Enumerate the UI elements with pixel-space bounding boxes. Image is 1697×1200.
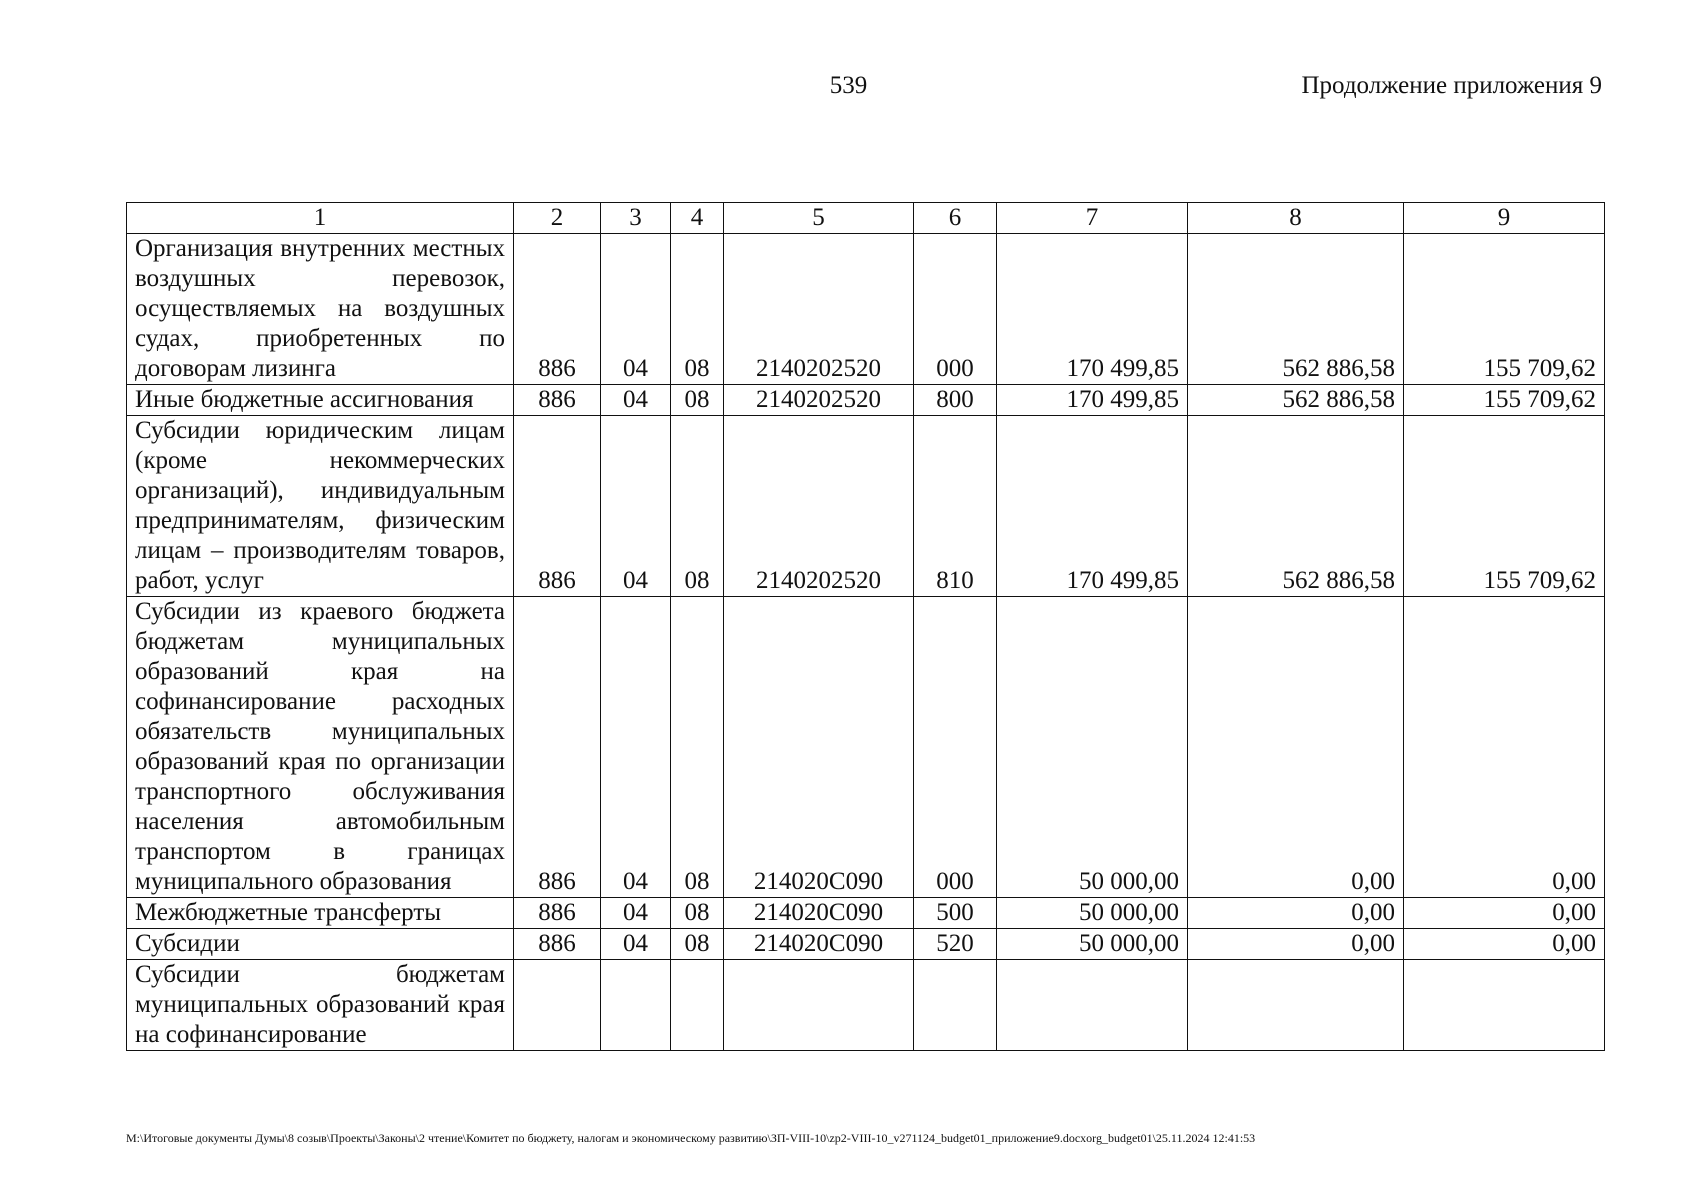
column-header: 4 [671,203,724,234]
amount-col7-cell: 170 499,85 [997,385,1188,416]
amount-col8-cell [1188,960,1404,1051]
target-item-code-cell [724,960,914,1051]
amount-col8-cell: 0,00 [1188,929,1404,960]
section-code-cell: 04 [601,898,671,929]
amount-col8-cell: 0,00 [1188,597,1404,898]
column-number-row [127,203,1605,234]
column-header: 5 [724,203,914,234]
column-header: 3 [601,203,671,234]
amount-col8-cell: 562 886,58 [1188,416,1404,597]
amount-col7-cell: 170 499,85 [997,234,1188,385]
expense-name-cell: Субсидии [127,929,514,960]
subsection-code-cell: 08 [671,385,724,416]
amount-col7-cell: 50 000,00 [997,929,1188,960]
subsection-code-cell: 08 [671,898,724,929]
expense-name-cell: Субсидии из краевого бюджета бюджетам муниципальных образований края на софинансирование расходных обязательств муниципальных образований края по организации транспортного обслуживания населения автомобильным транспортом в границах муниципального образования [127,597,514,898]
expense-type-code-cell: 800 [914,385,997,416]
amount-col7-cell: 170 499,85 [997,416,1188,597]
column-header: 2 [514,203,601,234]
expense-name-cell: Субсидии бюджетам муниципальных образований края на софинансирование [127,960,514,1051]
table-row-truncated [127,960,1605,1051]
expense-name-cell: Субсидии юридическим лицам (кроме некоммерческих организаций), индивидуальным предпринимателям, физическим лицам – производителям товаров, работ, услуг [127,416,514,597]
ministry-code-cell: 886 [514,898,601,929]
column-header: 7 [997,203,1188,234]
table-row [127,416,1605,597]
table-row [127,385,1605,416]
target-item-code-cell: 214020С090 [724,898,914,929]
target-item-code-cell: 2140202520 [724,385,914,416]
section-code-cell [601,960,671,1051]
expense-name-cell: Иные бюджетные ассигнования [127,385,514,416]
table-row [127,597,1605,898]
section-code-cell: 04 [601,416,671,597]
ministry-code-cell: 886 [514,234,601,385]
subsection-code-cell: 08 [671,597,724,898]
budget-table [126,202,1605,1051]
subsection-code-cell: 08 [671,929,724,960]
expense-type-code-cell: 500 [914,898,997,929]
amount-col7-cell: 50 000,00 [997,597,1188,898]
section-code-cell: 04 [601,597,671,898]
expense-type-code-cell: 000 [914,234,997,385]
column-header: 6 [914,203,997,234]
target-item-code-cell: 2140202520 [724,416,914,597]
target-item-code-cell: 2140202520 [724,234,914,385]
subsection-code-cell: 08 [671,416,724,597]
expense-type-code-cell: 520 [914,929,997,960]
ministry-code-cell: 886 [514,416,601,597]
ministry-code-cell: 886 [514,929,601,960]
amount-col9-cell: 0,00 [1404,929,1605,960]
expense-name-cell: Организация внутренних местных воздушных перевозок, осуществляемых на воздушных судах, приобретенных по договорам лизинга [127,234,514,385]
expense-type-code-cell [914,960,997,1051]
expense-type-code-cell: 000 [914,597,997,898]
file-path-footer: M:\Итоговые документы Думы\8 созыв\Проекты\Законы\2 чтение\Комитет по бюджету, налогам и экономическому развитию\ЗП-VIII-10\zp2-VIII-10_v271124_budget01_приложение9.docxorg_budget01\25.11.2024 12:41:53 [126,1131,1256,1145]
page-number: 539 [829,72,868,99]
amount-col7-cell [997,960,1188,1051]
section-code-cell: 04 [601,929,671,960]
column-header: 8 [1188,203,1404,234]
amount-col9-cell: 0,00 [1404,898,1605,929]
ministry-code-cell: 886 [514,597,601,898]
section-code-cell: 04 [601,234,671,385]
amount-col8-cell: 0,00 [1188,898,1404,929]
section-code-cell: 04 [601,385,671,416]
amount-col7-cell: 50 000,00 [997,898,1188,929]
target-item-code-cell: 214020С090 [724,929,914,960]
table-row [127,898,1605,929]
amount-col8-cell: 562 886,58 [1188,234,1404,385]
amount-col9-cell: 155 709,62 [1404,234,1605,385]
target-item-code-cell: 214020С090 [724,597,914,898]
column-header: 9 [1404,203,1605,234]
appendix-continuation-label: Продолжение приложения 9 [1301,72,1602,99]
column-header: 1 [127,203,514,234]
amount-col9-cell: 0,00 [1404,597,1605,898]
amount-col8-cell: 562 886,58 [1188,385,1404,416]
amount-col9-cell: 155 709,62 [1404,385,1605,416]
expense-type-code-cell: 810 [914,416,997,597]
ministry-code-cell [514,960,601,1051]
ministry-code-cell: 886 [514,385,601,416]
expense-name-cell: Межбюджетные трансферты [127,898,514,929]
amount-col9-cell: 155 709,62 [1404,416,1605,597]
table-row [127,929,1605,960]
subsection-code-cell [671,960,724,1051]
amount-col9-cell [1404,960,1605,1051]
table-row [127,234,1605,385]
subsection-code-cell: 08 [671,234,724,385]
